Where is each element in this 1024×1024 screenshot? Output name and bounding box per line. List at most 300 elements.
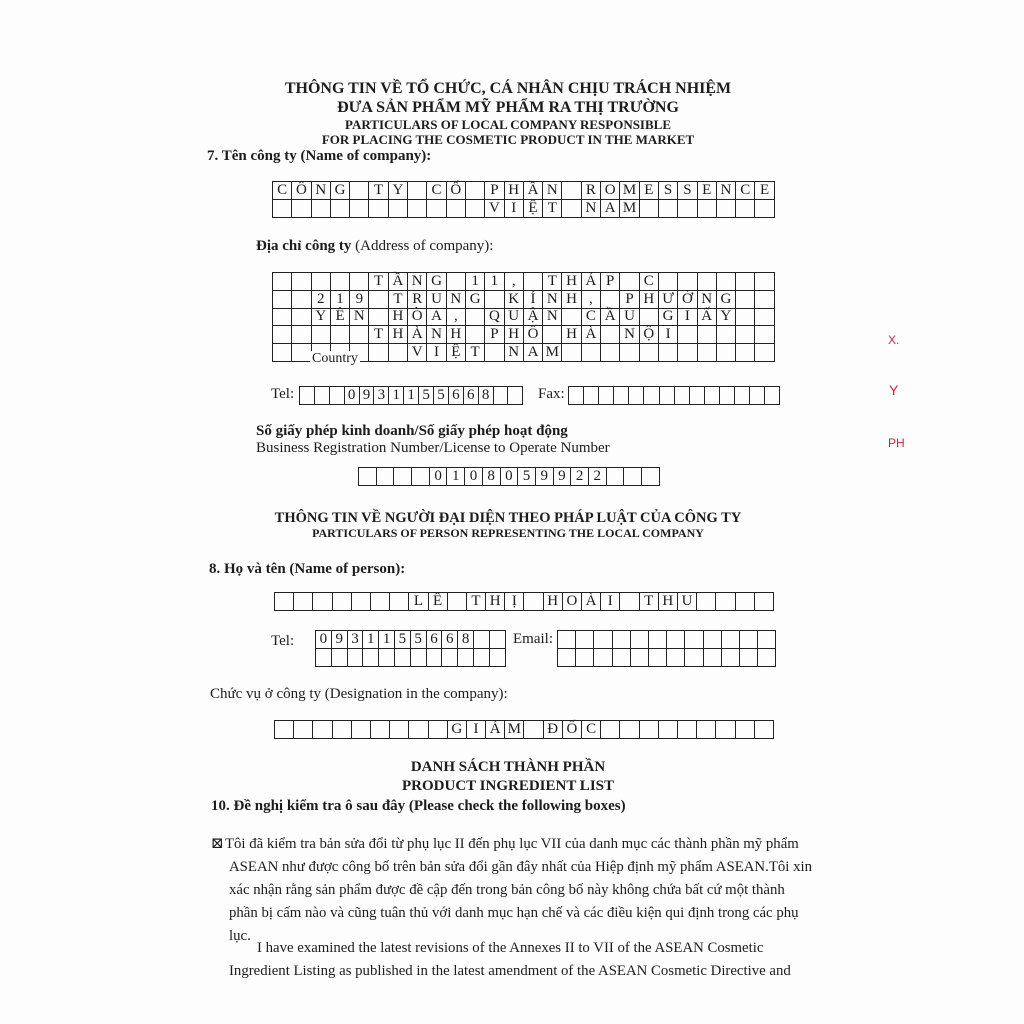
- grid-cell[interactable]: [313, 721, 332, 739]
- grid-cell[interactable]: [429, 721, 448, 739]
- grid-cell[interactable]: [584, 387, 599, 405]
- grid-cell[interactable]: [620, 721, 639, 739]
- grid-cell[interactable]: O: [563, 593, 582, 611]
- grid-cell[interactable]: [601, 291, 620, 309]
- grid-cell[interactable]: G: [717, 291, 736, 309]
- grid-cell[interactable]: [466, 326, 485, 344]
- grid-cell[interactable]: Ô: [292, 182, 311, 200]
- grid-cell[interactable]: T: [640, 593, 659, 611]
- grid-cell[interactable]: [736, 200, 755, 218]
- grid-cell[interactable]: [613, 649, 631, 667]
- grid-cell[interactable]: 2: [312, 291, 331, 309]
- grid-cell[interactable]: [494, 387, 509, 405]
- grid-cell[interactable]: I: [678, 309, 697, 327]
- grid-cell[interactable]: [390, 721, 409, 739]
- grid-cell[interactable]: [394, 468, 412, 486]
- grid-cell[interactable]: G: [448, 721, 467, 739]
- grid-cell[interactable]: [698, 326, 717, 344]
- grid-cell[interactable]: [631, 631, 649, 649]
- grid-cell[interactable]: E: [755, 182, 774, 200]
- grid-cell[interactable]: [490, 649, 506, 667]
- grid-cell[interactable]: [649, 649, 667, 667]
- grid-cell[interactable]: [678, 273, 697, 291]
- grid-cell[interactable]: [736, 593, 755, 611]
- grid-cell[interactable]: [447, 200, 466, 218]
- grid-cell[interactable]: N: [312, 182, 331, 200]
- grid-cell[interactable]: Ậ: [524, 309, 543, 327]
- grid-cell[interactable]: 5: [434, 387, 449, 405]
- grid-cell[interactable]: [442, 649, 458, 667]
- company-fax-field[interactable]: [568, 386, 780, 405]
- grid-cell[interactable]: M: [620, 182, 639, 200]
- grid-cell[interactable]: [722, 631, 740, 649]
- grid-cell[interactable]: [330, 387, 345, 405]
- grid-cell[interactable]: [359, 468, 377, 486]
- grid-cell[interactable]: 1: [466, 273, 485, 291]
- grid-cell[interactable]: [614, 387, 629, 405]
- grid-cell[interactable]: C: [273, 182, 292, 200]
- grid-cell[interactable]: Ê: [429, 593, 448, 611]
- grid-cell[interactable]: Ố: [563, 721, 582, 739]
- grid-cell[interactable]: A: [524, 344, 543, 362]
- grid-cell[interactable]: 5: [395, 631, 411, 649]
- grid-cell[interactable]: [447, 273, 466, 291]
- grid-cell[interactable]: [389, 200, 408, 218]
- grid-cell[interactable]: T: [369, 182, 388, 200]
- grid-cell[interactable]: [736, 721, 755, 739]
- grid-cell[interactable]: [524, 593, 543, 611]
- grid-cell[interactable]: 6: [464, 387, 479, 405]
- grid-cell[interactable]: [698, 344, 717, 362]
- grid-cell[interactable]: [562, 182, 581, 200]
- grid-cell[interactable]: H: [562, 291, 581, 309]
- grid-cell[interactable]: T: [466, 344, 485, 362]
- grid-cell[interactable]: [640, 309, 659, 327]
- company-name-grid[interactable]: [272, 181, 775, 218]
- grid-cell[interactable]: [412, 468, 430, 486]
- grid-cell[interactable]: Y: [312, 309, 331, 327]
- grid-cell[interactable]: 1: [447, 468, 465, 486]
- grid-cell[interactable]: [758, 649, 776, 667]
- grid-cell[interactable]: [576, 631, 594, 649]
- grid-cell[interactable]: U: [427, 291, 446, 309]
- grid-cell[interactable]: [755, 291, 774, 309]
- grid-cell[interactable]: [369, 200, 388, 218]
- grid-cell[interactable]: [292, 273, 311, 291]
- grid-cell[interactable]: [409, 721, 428, 739]
- grid-cell[interactable]: [331, 326, 350, 344]
- grid-cell[interactable]: T: [543, 273, 562, 291]
- grid-cell[interactable]: [485, 291, 504, 309]
- grid-cell[interactable]: [755, 273, 774, 291]
- designation-grid[interactable]: [274, 720, 774, 739]
- grid-cell[interactable]: ,: [505, 273, 524, 291]
- grid-cell[interactable]: Y: [717, 309, 736, 327]
- grid-cell[interactable]: 3: [348, 631, 364, 649]
- grid-cell[interactable]: [690, 387, 705, 405]
- grid-cell[interactable]: R: [408, 291, 427, 309]
- grid-cell[interactable]: [313, 593, 332, 611]
- grid-cell[interactable]: [369, 309, 388, 327]
- grid-cell[interactable]: [474, 631, 490, 649]
- grid-cell[interactable]: [678, 344, 697, 362]
- grid-cell[interactable]: M: [543, 344, 562, 362]
- grid-cell[interactable]: [640, 344, 659, 362]
- grid-cell[interactable]: Đ: [544, 721, 563, 739]
- grid-cell[interactable]: [348, 649, 364, 667]
- grid-cell[interactable]: [524, 273, 543, 291]
- grid-cell[interactable]: [576, 649, 594, 667]
- grid-cell[interactable]: [697, 593, 716, 611]
- license-number-field[interactable]: [358, 467, 660, 486]
- grid-cell[interactable]: [562, 200, 581, 218]
- grid-cell[interactable]: G: [331, 182, 350, 200]
- grid-cell[interactable]: [594, 631, 612, 649]
- grid-cell[interactable]: [685, 649, 703, 667]
- grid-cell[interactable]: Ổ: [447, 182, 466, 200]
- grid-cell[interactable]: N: [447, 291, 466, 309]
- grid-cell[interactable]: À: [582, 326, 601, 344]
- grid-cell[interactable]: [735, 387, 750, 405]
- grid-cell[interactable]: À: [582, 593, 601, 611]
- grid-cell[interactable]: E: [698, 182, 717, 200]
- grid-cell[interactable]: N: [620, 326, 639, 344]
- grid-cell[interactable]: [273, 309, 292, 327]
- grid-cell[interactable]: H: [486, 593, 505, 611]
- grid-cell[interactable]: [331, 200, 350, 218]
- grid-cell[interactable]: 9: [536, 468, 554, 486]
- grid-cell[interactable]: 6: [449, 387, 464, 405]
- grid-cell[interactable]: 8: [483, 468, 501, 486]
- grid-cell[interactable]: N: [427, 326, 446, 344]
- grid-cell[interactable]: [569, 387, 584, 405]
- grid-cell[interactable]: 1: [404, 387, 419, 405]
- grid-cell[interactable]: 6: [427, 631, 443, 649]
- grid-cell[interactable]: Ờ: [678, 291, 697, 309]
- grid-cell[interactable]: Ầ: [601, 309, 620, 327]
- grid-cell[interactable]: [466, 200, 485, 218]
- grid-cell[interactable]: [273, 344, 292, 362]
- grid-cell[interactable]: [369, 344, 388, 362]
- grid-cell[interactable]: 1: [363, 631, 379, 649]
- grid-cell[interactable]: [316, 649, 332, 667]
- grid-cell[interactable]: 1: [389, 387, 404, 405]
- grid-cell[interactable]: [667, 649, 685, 667]
- person-name-grid[interactable]: [274, 592, 774, 611]
- grid-cell[interactable]: [292, 326, 311, 344]
- grid-cell[interactable]: [273, 291, 292, 309]
- grid-cell[interactable]: R: [582, 182, 601, 200]
- grid-cell[interactable]: ,: [582, 291, 601, 309]
- grid-cell[interactable]: 1: [379, 631, 395, 649]
- grid-cell[interactable]: Ầ: [524, 182, 543, 200]
- grid-cell[interactable]: [755, 326, 774, 344]
- grid-cell[interactable]: [427, 200, 446, 218]
- grid-cell[interactable]: [558, 649, 576, 667]
- grid-cell[interactable]: P: [620, 291, 639, 309]
- grid-cell[interactable]: U: [678, 593, 697, 611]
- grid-cell[interactable]: [371, 593, 390, 611]
- grid-cell[interactable]: 8: [458, 631, 474, 649]
- grid-cell[interactable]: 6: [442, 631, 458, 649]
- grid-cell[interactable]: [485, 344, 504, 362]
- grid-cell[interactable]: [599, 387, 614, 405]
- grid-cell[interactable]: [685, 631, 703, 649]
- grid-cell[interactable]: [300, 387, 315, 405]
- grid-cell[interactable]: [369, 291, 388, 309]
- grid-cell[interactable]: [558, 631, 576, 649]
- grid-cell[interactable]: [352, 593, 371, 611]
- grid-cell[interactable]: [292, 309, 311, 327]
- grid-cell[interactable]: [350, 182, 369, 200]
- grid-cell[interactable]: 1: [331, 291, 350, 309]
- grid-cell[interactable]: 2: [571, 468, 589, 486]
- grid-cell[interactable]: [644, 387, 659, 405]
- grid-cell[interactable]: [594, 649, 612, 667]
- grid-cell[interactable]: [601, 721, 620, 739]
- grid-cell[interactable]: [273, 200, 292, 218]
- grid-cell[interactable]: [389, 344, 408, 362]
- grid-cell[interactable]: A: [601, 200, 620, 218]
- grid-cell[interactable]: [758, 631, 776, 649]
- grid-cell[interactable]: C: [427, 182, 446, 200]
- grid-cell[interactable]: 2: [589, 468, 607, 486]
- grid-cell[interactable]: H: [447, 326, 466, 344]
- grid-cell[interactable]: [717, 200, 736, 218]
- grid-cell[interactable]: [720, 387, 735, 405]
- grid-cell[interactable]: [705, 387, 720, 405]
- grid-cell[interactable]: [717, 273, 736, 291]
- grid-cell[interactable]: 9: [360, 387, 375, 405]
- grid-cell[interactable]: [660, 387, 675, 405]
- grid-cell[interactable]: [717, 344, 736, 362]
- grid-cell[interactable]: [582, 344, 601, 362]
- grid-cell[interactable]: [543, 326, 562, 344]
- person-email-field[interactable]: [557, 630, 776, 667]
- grid-cell[interactable]: H: [562, 273, 581, 291]
- grid-cell[interactable]: [292, 200, 311, 218]
- grid-cell[interactable]: I: [505, 200, 524, 218]
- grid-cell[interactable]: N: [543, 182, 562, 200]
- grid-cell[interactable]: [659, 273, 678, 291]
- grid-cell[interactable]: [315, 387, 330, 405]
- grid-cell[interactable]: S: [659, 182, 678, 200]
- grid-cell[interactable]: [275, 721, 294, 739]
- grid-cell[interactable]: T: [389, 291, 408, 309]
- grid-cell[interactable]: [620, 344, 639, 362]
- grid-cell[interactable]: C: [582, 309, 601, 327]
- grid-cell[interactable]: 0: [345, 387, 360, 405]
- grid-cell[interactable]: [698, 200, 717, 218]
- grid-cell[interactable]: [466, 182, 485, 200]
- grid-cell[interactable]: [331, 273, 350, 291]
- grid-cell[interactable]: [273, 326, 292, 344]
- grid-cell[interactable]: Ố: [524, 326, 543, 344]
- grid-cell[interactable]: [716, 593, 735, 611]
- grid-cell[interactable]: [312, 273, 331, 291]
- grid-cell[interactable]: [755, 593, 774, 611]
- grid-cell[interactable]: [678, 326, 697, 344]
- grid-cell[interactable]: V: [485, 200, 504, 218]
- grid-cell[interactable]: 0: [465, 468, 483, 486]
- grid-cell[interactable]: 5: [411, 631, 427, 649]
- grid-cell[interactable]: H: [389, 309, 408, 327]
- grid-cell[interactable]: [678, 721, 697, 739]
- grid-cell[interactable]: H: [505, 326, 524, 344]
- grid-cell[interactable]: [613, 631, 631, 649]
- grid-cell[interactable]: [716, 721, 735, 739]
- grid-cell[interactable]: T: [369, 326, 388, 344]
- grid-cell[interactable]: H: [562, 326, 581, 344]
- grid-cell[interactable]: [736, 273, 755, 291]
- grid-cell[interactable]: [332, 649, 348, 667]
- grid-cell[interactable]: [350, 273, 369, 291]
- grid-cell[interactable]: Ấ: [698, 309, 717, 327]
- grid-cell[interactable]: [736, 309, 755, 327]
- grid-cell[interactable]: P: [601, 273, 620, 291]
- grid-cell[interactable]: S: [678, 182, 697, 200]
- grid-cell[interactable]: [740, 649, 758, 667]
- grid-cell[interactable]: [395, 649, 411, 667]
- grid-cell[interactable]: [333, 593, 352, 611]
- grid-cell[interactable]: Á: [582, 273, 601, 291]
- grid-cell[interactable]: I: [427, 344, 446, 362]
- grid-cell[interactable]: 0: [501, 468, 519, 486]
- grid-cell[interactable]: T: [543, 200, 562, 218]
- grid-cell[interactable]: [352, 721, 371, 739]
- grid-cell[interactable]: [562, 309, 581, 327]
- grid-cell[interactable]: [659, 721, 678, 739]
- grid-cell[interactable]: [411, 649, 427, 667]
- grid-cell[interactable]: [624, 468, 642, 486]
- grid-cell[interactable]: [490, 631, 506, 649]
- grid-cell[interactable]: I: [601, 593, 620, 611]
- grid-cell[interactable]: [640, 721, 659, 739]
- grid-cell[interactable]: N: [505, 344, 524, 362]
- grid-cell[interactable]: [427, 649, 443, 667]
- grid-cell[interactable]: [508, 387, 523, 405]
- grid-cell[interactable]: [273, 273, 292, 291]
- grid-cell[interactable]: 9: [332, 631, 348, 649]
- grid-cell[interactable]: [466, 309, 485, 327]
- grid-cell[interactable]: P: [485, 326, 504, 344]
- grid-cell[interactable]: [755, 309, 774, 327]
- grid-cell[interactable]: [292, 344, 311, 362]
- grid-cell[interactable]: U: [620, 309, 639, 327]
- grid-cell[interactable]: Ò: [408, 309, 427, 327]
- grid-cell[interactable]: [601, 326, 620, 344]
- grid-cell[interactable]: L: [409, 593, 428, 611]
- grid-cell[interactable]: [607, 468, 625, 486]
- grid-cell[interactable]: Ê: [331, 309, 350, 327]
- grid-cell[interactable]: [377, 468, 395, 486]
- grid-cell[interactable]: [601, 344, 620, 362]
- grid-cell[interactable]: H: [505, 182, 524, 200]
- grid-cell[interactable]: [750, 387, 765, 405]
- grid-cell[interactable]: [312, 200, 331, 218]
- grid-cell[interactable]: P: [485, 182, 504, 200]
- grid-cell[interactable]: [640, 200, 659, 218]
- grid-cell[interactable]: Q: [485, 309, 504, 327]
- grid-cell[interactable]: 5: [518, 468, 536, 486]
- grid-cell[interactable]: [698, 273, 717, 291]
- grid-cell[interactable]: N: [698, 291, 717, 309]
- grid-cell[interactable]: N: [350, 309, 369, 327]
- grid-cell[interactable]: [629, 387, 644, 405]
- grid-cell[interactable]: [678, 200, 697, 218]
- grid-cell[interactable]: 8: [479, 387, 494, 405]
- grid-cell[interactable]: [390, 593, 409, 611]
- grid-cell[interactable]: Ầ: [389, 273, 408, 291]
- grid-cell[interactable]: M: [620, 200, 639, 218]
- grid-cell[interactable]: [755, 721, 774, 739]
- grid-cell[interactable]: [333, 721, 352, 739]
- grid-cell[interactable]: I: [659, 326, 678, 344]
- grid-cell[interactable]: Í: [524, 291, 543, 309]
- grid-cell[interactable]: [371, 721, 390, 739]
- grid-cell[interactable]: C: [640, 273, 659, 291]
- grid-cell[interactable]: [562, 344, 581, 362]
- grid-cell[interactable]: ,: [447, 309, 466, 327]
- grid-cell[interactable]: I: [467, 721, 486, 739]
- grid-cell[interactable]: T: [467, 593, 486, 611]
- grid-cell[interactable]: [659, 344, 678, 362]
- grid-cell[interactable]: T: [369, 273, 388, 291]
- grid-cell[interactable]: [717, 326, 736, 344]
- grid-cell[interactable]: [649, 631, 667, 649]
- declaration-checkbox[interactable]: ⊠: [211, 836, 224, 852]
- grid-cell[interactable]: 3: [374, 387, 389, 405]
- grid-cell[interactable]: G: [466, 291, 485, 309]
- grid-cell[interactable]: [408, 182, 427, 200]
- grid-cell[interactable]: Y: [389, 182, 408, 200]
- grid-cell[interactable]: G: [427, 273, 446, 291]
- company-address-grid[interactable]: [272, 272, 775, 362]
- grid-cell[interactable]: 0: [316, 631, 332, 649]
- grid-cell[interactable]: Ệ: [447, 344, 466, 362]
- grid-cell[interactable]: [292, 291, 311, 309]
- grid-cell[interactable]: [704, 631, 722, 649]
- grid-cell[interactable]: [379, 649, 395, 667]
- grid-cell[interactable]: [408, 200, 427, 218]
- grid-cell[interactable]: [524, 721, 543, 739]
- grid-cell[interactable]: [675, 387, 690, 405]
- grid-cell[interactable]: A: [427, 309, 446, 327]
- grid-cell[interactable]: N: [408, 273, 427, 291]
- grid-cell[interactable]: N: [582, 200, 601, 218]
- grid-cell[interactable]: N: [717, 182, 736, 200]
- grid-cell[interactable]: [275, 593, 294, 611]
- grid-cell[interactable]: H: [640, 291, 659, 309]
- grid-cell[interactable]: [740, 631, 758, 649]
- grid-cell[interactable]: [736, 326, 755, 344]
- grid-cell[interactable]: [736, 344, 755, 362]
- grid-cell[interactable]: O: [601, 182, 620, 200]
- grid-cell[interactable]: [294, 721, 313, 739]
- grid-cell[interactable]: U: [505, 309, 524, 327]
- grid-cell[interactable]: 0: [430, 468, 448, 486]
- grid-cell[interactable]: H: [389, 326, 408, 344]
- grid-cell[interactable]: [722, 649, 740, 667]
- grid-cell[interactable]: Á: [486, 721, 505, 739]
- grid-cell[interactable]: [620, 593, 639, 611]
- grid-cell[interactable]: V: [408, 344, 427, 362]
- grid-cell[interactable]: Ị: [505, 593, 524, 611]
- grid-cell[interactable]: G: [659, 309, 678, 327]
- grid-cell[interactable]: [294, 593, 313, 611]
- grid-cell[interactable]: N: [543, 291, 562, 309]
- grid-cell[interactable]: 9: [350, 291, 369, 309]
